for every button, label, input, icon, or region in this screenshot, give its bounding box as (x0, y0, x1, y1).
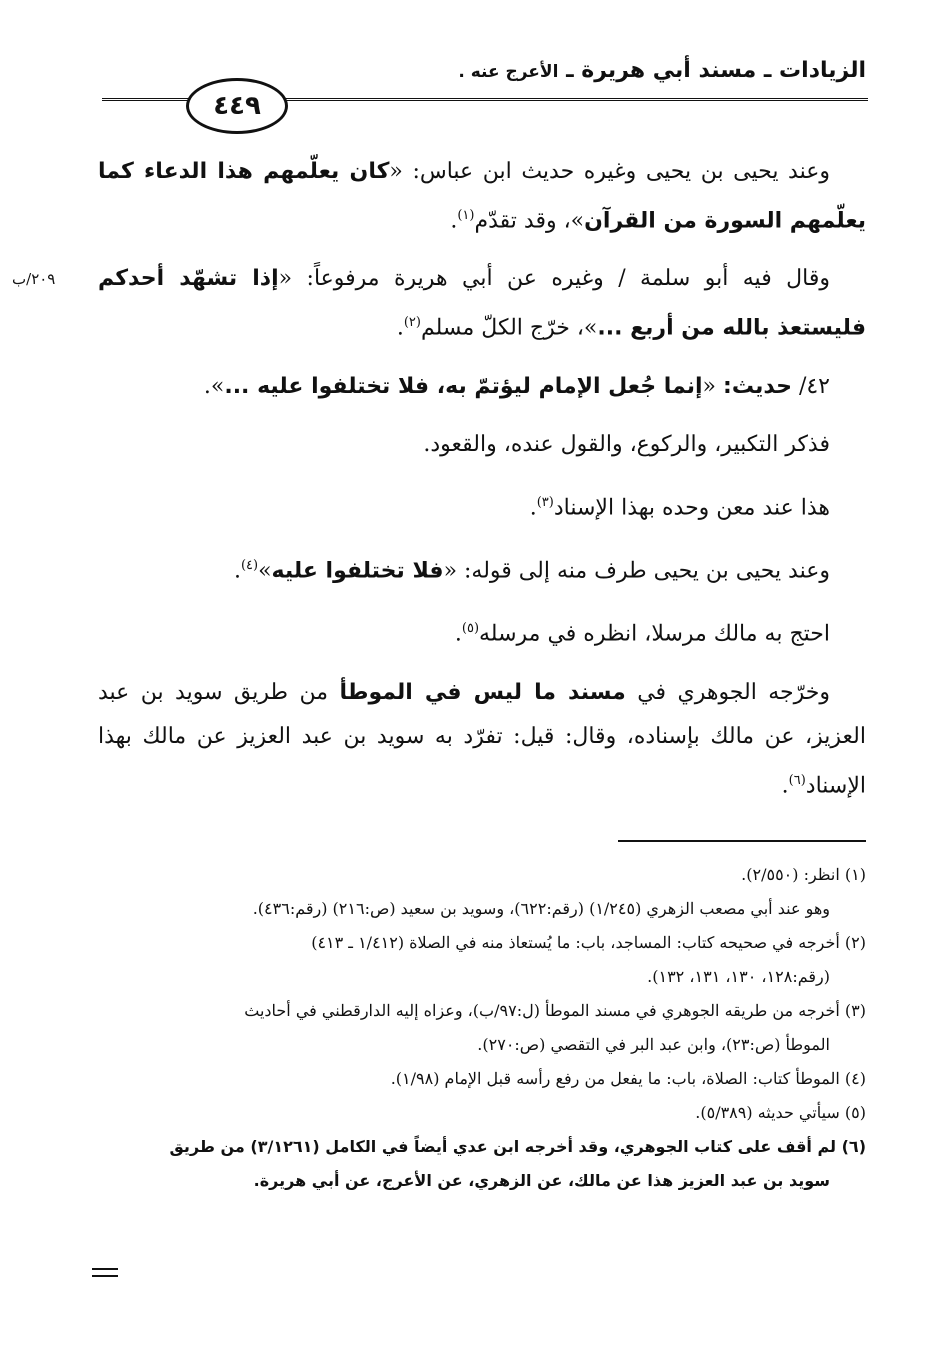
paragraph-3: فذكر التكبير، والركوع، والقول عنده، والقعود. (423, 431, 830, 457)
text-run: »، وقد تقدّم (474, 208, 585, 234)
footnote-ref: (٦) (788, 772, 806, 788)
book-title: مسند ما ليس في الموطأ (339, 679, 626, 705)
text-run: وعند يحيى بن يحيى وغيره حديث ابن عباس: « (389, 159, 830, 184)
text-run: »، خرّج الكلّ مسلم (420, 315, 598, 341)
paragraph-2: وقال فيه أبو سلمة / وغيره عن أبي هريرة مرفوعاً: «إذا تشهّد أحدكم فليستعذ بالله من أربع ...»، خرّج الكلّ مسلم$^{(٢)}$. (98, 266, 866, 341)
footnotes (98, 860, 866, 1200)
page-number-badge (186, 78, 288, 134)
footnote-2-continuation: (رقم:١٢٨، ١٣٠، ١٣١، ١٣٢). (647, 967, 830, 986)
footnote-ref: (١) (457, 208, 475, 223)
footnote-2: (٢) أخرجه في صحيحه كتاب: المساجد، باب: ما يُستعاذ منه في الصلاة (١/٤١٢ ـ ٤١٣) (311, 933, 866, 952)
footnote-3: (٣) أخرجه من طريقه الجوهري في مسند الموطأ (ل:٩٧/ب)، وعزاه إليه الدارقطني في أحاديث (244, 1001, 866, 1020)
footnote-4: (٤) الموطأ كتاب: الصلاة، باب: ما يفعل من رفع رأسه قبل الإمام (١/٩٨). (390, 1069, 866, 1088)
running-head (458, 58, 866, 83)
hadith-heading (98, 365, 866, 409)
text-run: احتج به مالك مرسلا، انظره في مرسله (479, 621, 830, 647)
main-text (98, 150, 866, 822)
paragraph-4: هذا عند معن وحده بهذا الإسناد$^{(٣)}$. (529, 494, 830, 520)
text-run: ». (203, 373, 225, 399)
footnote-1-continuation: وهو عند أبي مصعب الزهري (١/٢٤٥) (رقم:٦٢٢)، وسويد بن سعيد (ص:٢١٦) (رقم:٤٣٦). (252, 899, 830, 918)
hadith-label: حديث: (723, 373, 792, 399)
text-run: وخرّجه الجوهري في (637, 679, 831, 705)
footnote-6: (٦) لم أقف على كتاب الجوهري، وقد أخرجه ابن عدي أيضاً في الكامل (٣/١٢٦١) من طريق (169, 1137, 866, 1156)
text-run: وعند يحيى بن يحيى طرف منه إلى قوله: « (443, 558, 830, 584)
quoted-hadith: كان يعلّمهم هذا الدعاء كما يعلّمهم السورة من القرآن (98, 159, 866, 234)
text-run: » (258, 558, 272, 584)
end-mark (92, 1268, 118, 1277)
footnote-3-continuation: الموطأ (ص:٢٣)، وابن عبد البر في التقصي (ص:٢٧٠). (477, 1035, 830, 1054)
paragraph-7: وخرّجه الجوهري في مسند ما ليس في الموطأ من طريق سويد بن عبد العزيز، عن مالك بإسناده، وقال: قيل: تفرّد به سويد بن عبد العزيز عن مالك بهذا الإسناد$^{(٦)}$. (98, 679, 866, 798)
paragraph-6: احتج به مالك مرسلا، انظره في مرسله$^{(٥)}$. (454, 621, 830, 647)
quoted-hadith: إذا تشهّد أحدكم فليستعذ بالله من أربع ... (98, 266, 866, 341)
footnote-1: (١) انظر: (٢/٥٥٠). (741, 865, 866, 884)
page-number: ٤٤٩ (213, 91, 261, 121)
running-head-title: الزيادات ـ مسند أبي هريرة ـ (566, 58, 866, 83)
footnote-6-continuation: سويد بن عبد العزيز هذا عن مالك، عن الزهري، عن الأعرج، عن أبي هريرة. (253, 1171, 830, 1190)
text-run: هذا عند معن وحده بهذا الإسناد (553, 494, 830, 520)
footnote-separator (618, 840, 866, 842)
text-run: وقال فيه أبو سلمة / وغيره عن أبي هريرة مرفوعاً: « (278, 266, 830, 292)
hadith-number: ٤٢/ (798, 373, 830, 399)
quoted-hadith: فلا تختلفوا عليه (271, 558, 444, 584)
footnote-5: (٥) سيأتي حديثه (٥/٣٨٩). (695, 1103, 866, 1122)
paragraph-1: وعند يحيى بن يحيى وغيره حديث ابن عباس: «كان يعلّمهم هذا الدعاء كما يعلّمهم السورة من القرآن»، وقد تقدّم$^{(١)}$. (98, 159, 866, 234)
paragraph-5: وعند يحيى بن يحيى طرف منه إلى قوله: «فلا تختلفوا عليه»$^{(٤)}$. (233, 557, 830, 584)
footnote-ref: (٤) (240, 557, 259, 573)
text-run: من طريق سويد بن عبد العزيز، عن مالك بإسناده، وقال: قيل: تفرّد به سويد بن عبد العزيز عن مالك بهذا الإسناد (98, 679, 866, 798)
margin-folio-note: ٢٠٩/ب (12, 270, 56, 288)
running-head-subtitle: الأعرج عنه . (458, 62, 559, 82)
footnote-ref: (٢) (403, 315, 421, 331)
hadith-text: إنما جُعل الإمام ليؤتمّ به، فلا تختلفوا عليه ... (224, 373, 703, 399)
footnote-ref: (٥) (461, 621, 480, 637)
text-run: « (702, 373, 717, 399)
footnote-ref: (٣) (536, 494, 554, 510)
